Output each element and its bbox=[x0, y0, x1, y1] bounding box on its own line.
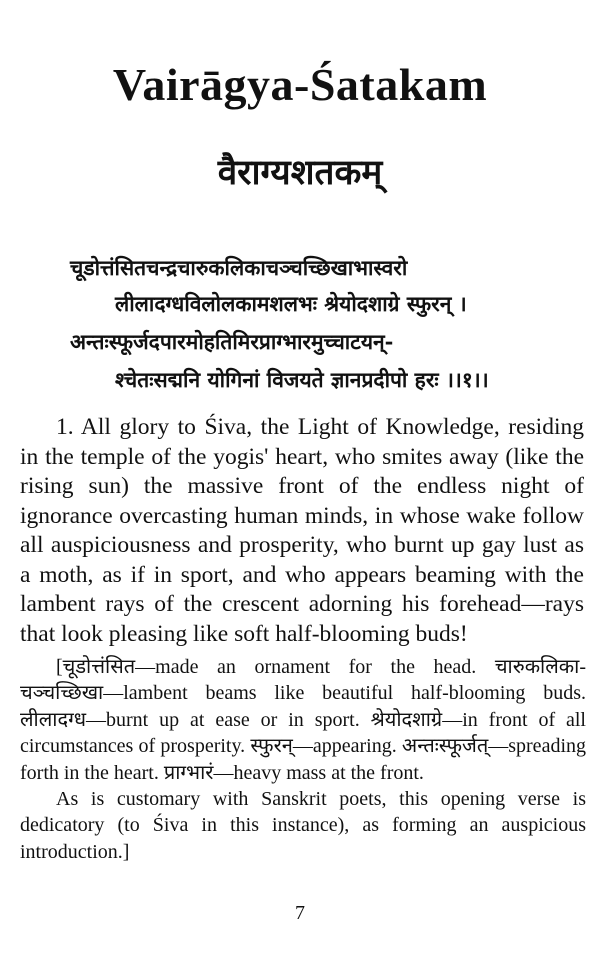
translation-paragraph: 1. All glory to Śiva, the Light of Knowledge, residing in the temple of the yogis' heart, who smites away (like the rising sun) the massive front of the endless night of ignorance overcasting human minds, in whose wake follow all auspiciousness and prosperity, who burnt up gay lust as a moth, as if in sport, and who appears beaming with the lambent rays of the crescent adorning his forehead—rays that look pleasing like soft half-blooming buds! bbox=[20, 414, 584, 647]
devanagari-title: वैराग्यशतकम् bbox=[217, 152, 383, 193]
notes-block bbox=[20, 654, 586, 865]
notes-paragraph-2: As is customary with Sanskrit poets, this opening verse is dedicatory (to Śiva in this instance), as forming an auspicious introduction.] bbox=[20, 788, 586, 863]
verse-line-1: चूडोत्तंसितचन्द्रचारुकलिकाचञ्चच्छिखाभास्वरो bbox=[70, 255, 408, 280]
verse-line-3: अन्तःस्फूर्जदपारमोहतिमिरप्राग्भारमुच्चाटयन्- bbox=[70, 329, 394, 354]
page-title: Vairāgya-Śatakam bbox=[112, 59, 488, 110]
verse-line-4: श्चेतःसद्मनि योगिनां विजयते ज्ञानप्रदीपो हरः ।।१।। bbox=[115, 367, 489, 392]
page-number: 7 bbox=[295, 902, 305, 924]
notes-paragraph-1: [चूडोत्तंसित—made an ornament for the head. चारुकलिका-चञ्चच्छिखा—lambent beams like beautiful half-blooming buds. लीलादग्ध—burnt up at ease or in sport. श्रेयोदशाग्रे—in front of all circumstances of prosperity. स्फुरन्—appearing. अन्तःस्फूर्जत्—spreading forth in the heart. प्राग्भारं—heavy mass at the front. bbox=[20, 656, 586, 784]
translation-block bbox=[20, 413, 584, 649]
verse-line-2: लीलादग्धविलोलकामशलभः श्रेयोदशाग्रे स्फुरन् । bbox=[115, 291, 467, 316]
